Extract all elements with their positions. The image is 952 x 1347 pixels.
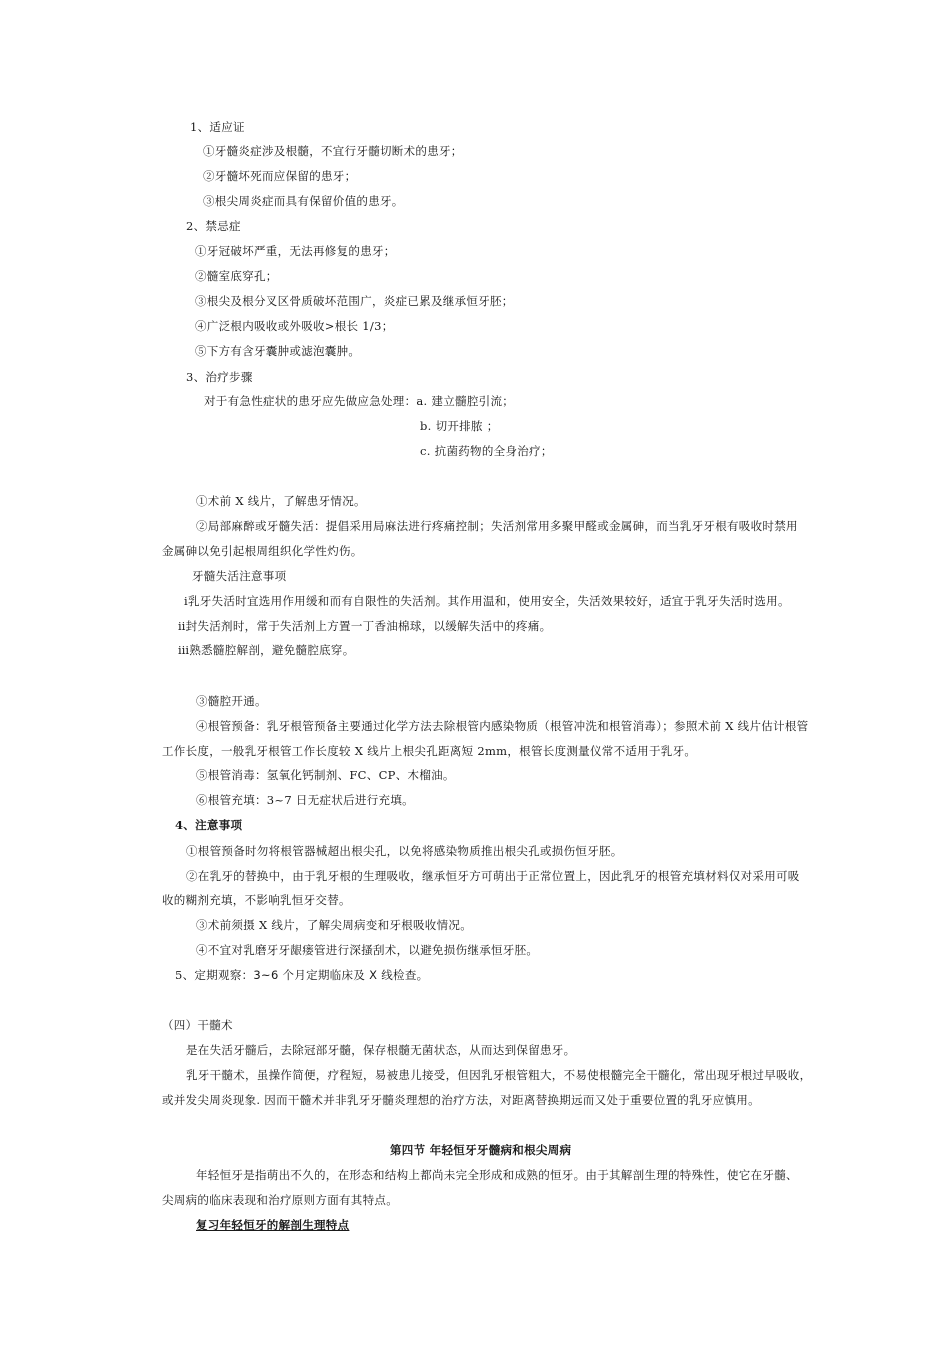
treatment-step-5: ⑤根管消毒：氢氧化钙制剂、FC、CP、木榴油。	[196, 768, 455, 782]
devitalization-note-iii: ⅲ熟悉髓腔解剖，避免髓腔底穿。	[178, 643, 355, 657]
young-permanent-teeth-paragraph-line1: 年轻恒牙是指萌出不久的，在形态和结构上都尚未完全形成和成熟的恒牙。由于其解剖生理的特殊性，使它在牙髓、	[196, 1168, 798, 1182]
review-anatomy-heading: 复习年轻恒牙的解剖生理特点	[196, 1218, 350, 1232]
precaution-item-1: ①根管预备时勿将根管器械超出根尖孔，以免将感染物质推出根尖孔或损伤恒牙胚。	[186, 844, 623, 858]
emergency-step-c: c. 抗菌药物的全身治疗；	[420, 444, 553, 458]
treatment-step-4-line2: 工作长度，一般乳牙根管工作长度较 X 线片上根尖孔距离短 2mm，根管长度测量仪常不适用于乳牙。	[162, 744, 697, 758]
section-pulp-mummification-title: （四）干髓术	[162, 1018, 233, 1032]
treatment-step-1: ①术前 X 线片，了解患牙情况。	[196, 494, 366, 508]
contraindication-item-5: ⑤下方有含牙囊肿或滤泡囊肿。	[195, 344, 361, 358]
follow-up-prefix: 5、定期观察：	[175, 968, 254, 982]
section-contraindications-title: 2、禁忌症	[186, 219, 241, 233]
indication-item-3: ③根尖周炎症而具有保留价值的患牙。	[203, 194, 404, 208]
section-indications-title: 1、适应证	[190, 120, 245, 134]
chapter-heading: 第四节 年轻恒牙牙髓病和根尖周病	[390, 1143, 572, 1157]
pulp-mummification-definition: 是在失活牙髓后，去除冠部牙髓，保存根髓无菌状态，从而达到保留患牙。	[186, 1043, 576, 1057]
devitalization-note-i: ⅰ乳牙失活时宜选用作用缓和而有自限性的失活剂。其作用温和，使用安全，失活效果较好，适宜于乳牙失活时选用。	[184, 594, 790, 608]
pulp-mummification-paragraph-line1: 乳牙干髓术，虽操作简便，疗程短，易被患儿接受，但因乳牙根管粗大，不易使根髓完全干髓化，常出现牙根过早吸收，	[186, 1068, 812, 1082]
young-permanent-teeth-paragraph-line2: 尖周病的临床表现和治疗原则方面有其特点。	[162, 1193, 398, 1207]
devitalization-notes-title: 牙髓失活注意事项	[192, 569, 287, 583]
pulp-mummification-paragraph-line2: 或并发尖周炎现象. 因而干髓术并非乳牙牙髓炎理想的治疗方法，对距离替换期远而又处于重要位置的乳牙应慎用。	[162, 1093, 760, 1107]
treatment-step-3: ③髓腔开通。	[196, 694, 267, 708]
section-follow-up	[175, 968, 428, 982]
contraindication-item-2: ②髓室底穿孔；	[195, 269, 278, 283]
precaution-item-2-line1: ②在乳牙的替换中，由于乳牙根的生理吸收，继承恒牙方可萌出于正常位置上，因此乳牙的根管充填材料仅对采用可吸	[186, 869, 800, 883]
precaution-item-2-line2: 收的糊剂充填，不影响乳恒牙交替。	[162, 893, 351, 907]
section-precautions-title: 4、注意事项	[175, 818, 243, 832]
indication-item-1: ①牙髓炎症涉及根髓，不宜行牙髓切断术的患牙；	[203, 144, 463, 158]
emergency-step-b: b. 切开排脓 ；	[420, 419, 499, 433]
contraindication-item-1: ①牙冠破坏严重，无法再修复的患牙；	[195, 244, 396, 258]
treatment-step-6: ⑥根管充填：3~7 日无症状后进行充填。	[196, 793, 414, 807]
treatment-step-2-line1: ②局部麻醉或牙髓失活：提倡采用局麻法进行疼痛控制；失活剂常用多聚甲醛或金属砷，而当乳牙牙根有吸收时禁用	[196, 519, 798, 533]
indication-item-2: ②牙髓坏死而应保留的患牙；	[203, 169, 357, 183]
treatment-step-2-line2: 金属砷以免引起根周组织化学性灼伤。	[162, 544, 363, 558]
contraindication-item-3: ③根尖及根分叉区骨质破坏范围广，炎症已累及继承恒牙胚；	[195, 294, 514, 308]
precaution-item-4: ④不宜对乳磨牙牙龈瘘管进行深搔刮术，以避免损伤继承恒牙胚。	[196, 943, 539, 957]
emergency-intro: 对于有急性症状的患牙应先做应急处理：a. 建立髓腔引流；	[204, 394, 515, 408]
treatment-step-4-line1: ④根管预备：乳牙根管预备主要通过化学方法去除根管内感染物质（根管冲洗和根管消毒）；参照术前 X 线片估计根管	[196, 719, 809, 733]
section-treatment-steps-title: 3、治疗步骤	[186, 370, 253, 384]
follow-up-xray: X	[369, 968, 378, 982]
follow-up-mid: 个月定期临床及	[278, 968, 370, 982]
devitalization-note-ii: ⅱ封失活剂时，常于失活剂上方置一丁香油棉球，以缓解失活中的疼痛。	[178, 619, 552, 633]
contraindication-item-4: ④广泛根内吸收或外吸收>根长 1/3；	[195, 319, 394, 333]
follow-up-range: 3~6	[253, 968, 279, 982]
follow-up-suffix: 线检查。	[377, 968, 429, 982]
precaution-item-3: ③术前须摄 X 线片，了解尖周病变和牙根吸收情况。	[196, 918, 472, 932]
